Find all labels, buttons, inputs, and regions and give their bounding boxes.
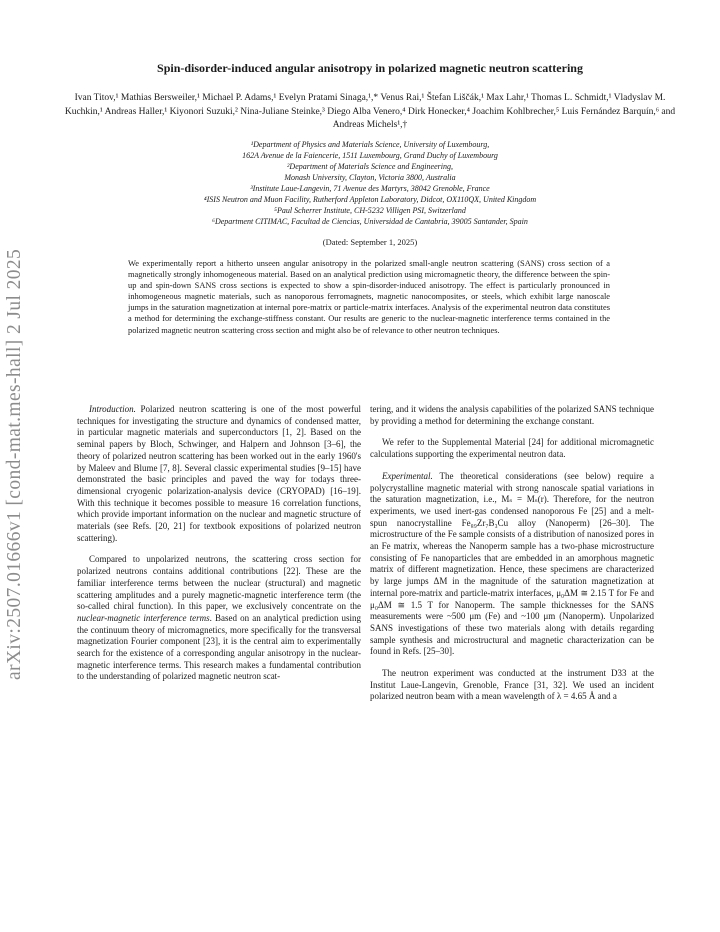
paragraph: We refer to the Supplemental Material [24] for additional micromagnetic calculations supporting the experimental neutron data. (370, 437, 654, 460)
paragraph (77, 554, 361, 683)
affiliation-line: ³Institute Laue-Langevin, 71 Avenue des Martyrs, 38042 Grenoble, France (250, 184, 490, 193)
affiliation-line: ²Department of Materials Science and Engineering, (287, 162, 453, 171)
arxiv-identifier-stamp: arXiv:2507.01666v1 [cond-mat.mes-hall] 2 Jul 2025 (4, 248, 25, 680)
abstract: We experimentally report a hitherto unseen angular anisotropy in the polarized small-angle neutron scattering (SANS) cross section of a magnetically strongly inhomogeneous material. Based on an analytical prediction using micromagnetic theory, the difference between the spin-up and spin-down SANS cross sections is expected to show a spin-disorder-induced anisotropy. The effect is particularly pronounced in inhomogeneous magnetic materials, such as nanoporous ferromagnets, magnetic nanocomposites, or steels, which exhibit large nanoscale jumps in the saturation magnetization at internal pore-matrix or particle-matrix interfaces. Analysis of the experimental neutron data constitutes a method for determining the exchange-stiffness constant. Our results are generic to the nuclear-magnetic interference terms contained in the polarized magnetic neutron scattering cross section and might also be of relevance to other neutron techniques. (128, 259, 610, 335)
affiliation-line: ⁶Department CITIMAC, Facultad de Ciencias, Universidad de Cantabria, 39005 Santander, Spain (212, 217, 528, 226)
affiliation-line: ¹Department of Physics and Materials Science, University of Luxembourg, (250, 140, 490, 149)
paper-title: Spin-disorder-induced angular anisotropy in polarized magnetic neutron scattering (157, 61, 583, 75)
right-column (370, 404, 654, 703)
paragraph-text: The theoretical considerations (see below) require a polycrystalline magnetic material with strong nanoscale spatial variations in the saturation magnetization, i.e., Mₛ = Mₛ(r). Therefore, for the neutron experiments, we used inert-gas condensed nanoporous Fe [25] and a melt-spun nanocrystalline Fe₈₉Zr₇B₃Cu alloy (Nanoperm) [26–30]. The microstructure of the Fe sample consists of a distribution of nanosized pores in an Fe matrix, whereas the Nanoperm sample has a two-phase microstructure consisting of Fe nanoparticles that are embedded in an amorphous magnetic matrix of different magnetization. Hence, these specimens are characterized by large jumps ΔM in the magnitude of the saturation magnetization at internal pore-matrix and particle-matrix interfaces, μ₀ΔM ≅ 2.15 T for Fe and μ₀ΔM ≅ 1.5 T for Nanoperm. The sample thicknesses for the SANS measurements were ~500 μm (Fe) and ~100 μm (Nanoperm). Unpolarized SANS investigations of these two materials along with details regarding sample synthesis and microstructural and magnetic characterization can be found in Refs. [25–30]. (370, 470, 654, 657)
date-line: (Dated: September 1, 2025) (322, 237, 418, 247)
paragraph-text: . Based on an analytical prediction using the continuum theory of micromagnetics, more specifically for the transversal magnetization Fourier component [23], it is the central aim to experimentally search for the existence of a corresponding angular anisotropy in the nuclear-magnetic interference terms. This research makes a fundamental contribution to the understanding of polarized magnetic neutron scat- (77, 612, 361, 682)
section-lead-experimental: Experimental. (382, 470, 433, 481)
affiliations (60, 139, 680, 227)
affiliation-line: ⁴ISIS Neutron and Muon Facility, Rutherford Appleton Laboratory, Didcot, OX110QX, United Kingdom (203, 195, 537, 204)
author-list: Ivan Titov,¹ Mathias Bersweiler,¹ Michael P. Adams,¹ Evelyn Pratami Sinaga,¹,* Venus Rai,¹ Štefan Liščák,¹ Max Lahr,¹ Thomas L. Schmidt,¹ Vladyslav M. Kuchkin,¹ Andreas Haller,¹ Kiyonori Suzuki,² Nina-Juliane Steinke,³ Diego Alba Venero,⁴ Dirk Honecker,⁴ Joachim Kohlbrecher,⁵ Luis Fernández Barquín,⁶ and Andreas Michels¹,† (64, 93, 676, 130)
paragraph: tering, and it widens the analysis capabilities of the polarized SANS technique by providing a method for determining the exchange constant. (370, 404, 654, 426)
affiliation-line: 162A Avenue de la Faiencerie, 1511 Luxembourg, Grand Duchy of Luxembourg (242, 151, 498, 160)
left-column (77, 404, 361, 683)
affiliation-line: Monash University, Clayton, Victoria 3800, Australia (284, 173, 456, 182)
paragraph-text: Compared to unpolarized neutrons, the scattering cross section for polarized neutrons contains additional contributions [22]. These are the familiar interference terms between the nuclear (structural) and magnetic scattering amplitudes and a purely magnetic-magnetic interference term (the so-called chiral function). In this paper, we exclusively concentrate on the (77, 554, 361, 612)
paragraph-text: Polarized neutron scattering is one of the most powerful techniques for investigating the structure and dynamics of condensed matter, in particular magnetic materials and superconductors [1, 2]. Based on the seminal papers by Bloch, Schwinger, and Halpern and Johnson [3–6], the theory of polarized neutron scattering has been worked out in the early 1960's by Maleev and Blume [7, 8]. Several classic experimental studies [9–15] have demonstrated the basic principles and paved the way for todays three-dimensional cryogenic polarization-analysis device (CRYOPAD) [16–19]. With this technique it becomes possible to measure 16 correlation functions, which provide important information on the nuclear and magnetic structure of materials (see Refs. [20, 21] for textbook expositions of polarized neutron scattering). (77, 404, 361, 543)
section-lead-introduction: Introduction. (89, 404, 136, 414)
paragraph: The neutron experiment was conducted at the instrument D33 at the Institut Laue-Langevin, Grenoble, France [31, 32]. We used an incident polarized neutron beam with a mean wavelength of λ = 4.65 Å and a (370, 668, 654, 702)
affiliation-line: ⁵Paul Scherrer Institute, CH-5232 Villigen PSI, Switzerland (274, 206, 466, 215)
experimental-paragraph (370, 471, 654, 658)
emphasis-text: nuclear-magnetic interference terms (77, 612, 210, 623)
intro-paragraph (77, 404, 361, 544)
